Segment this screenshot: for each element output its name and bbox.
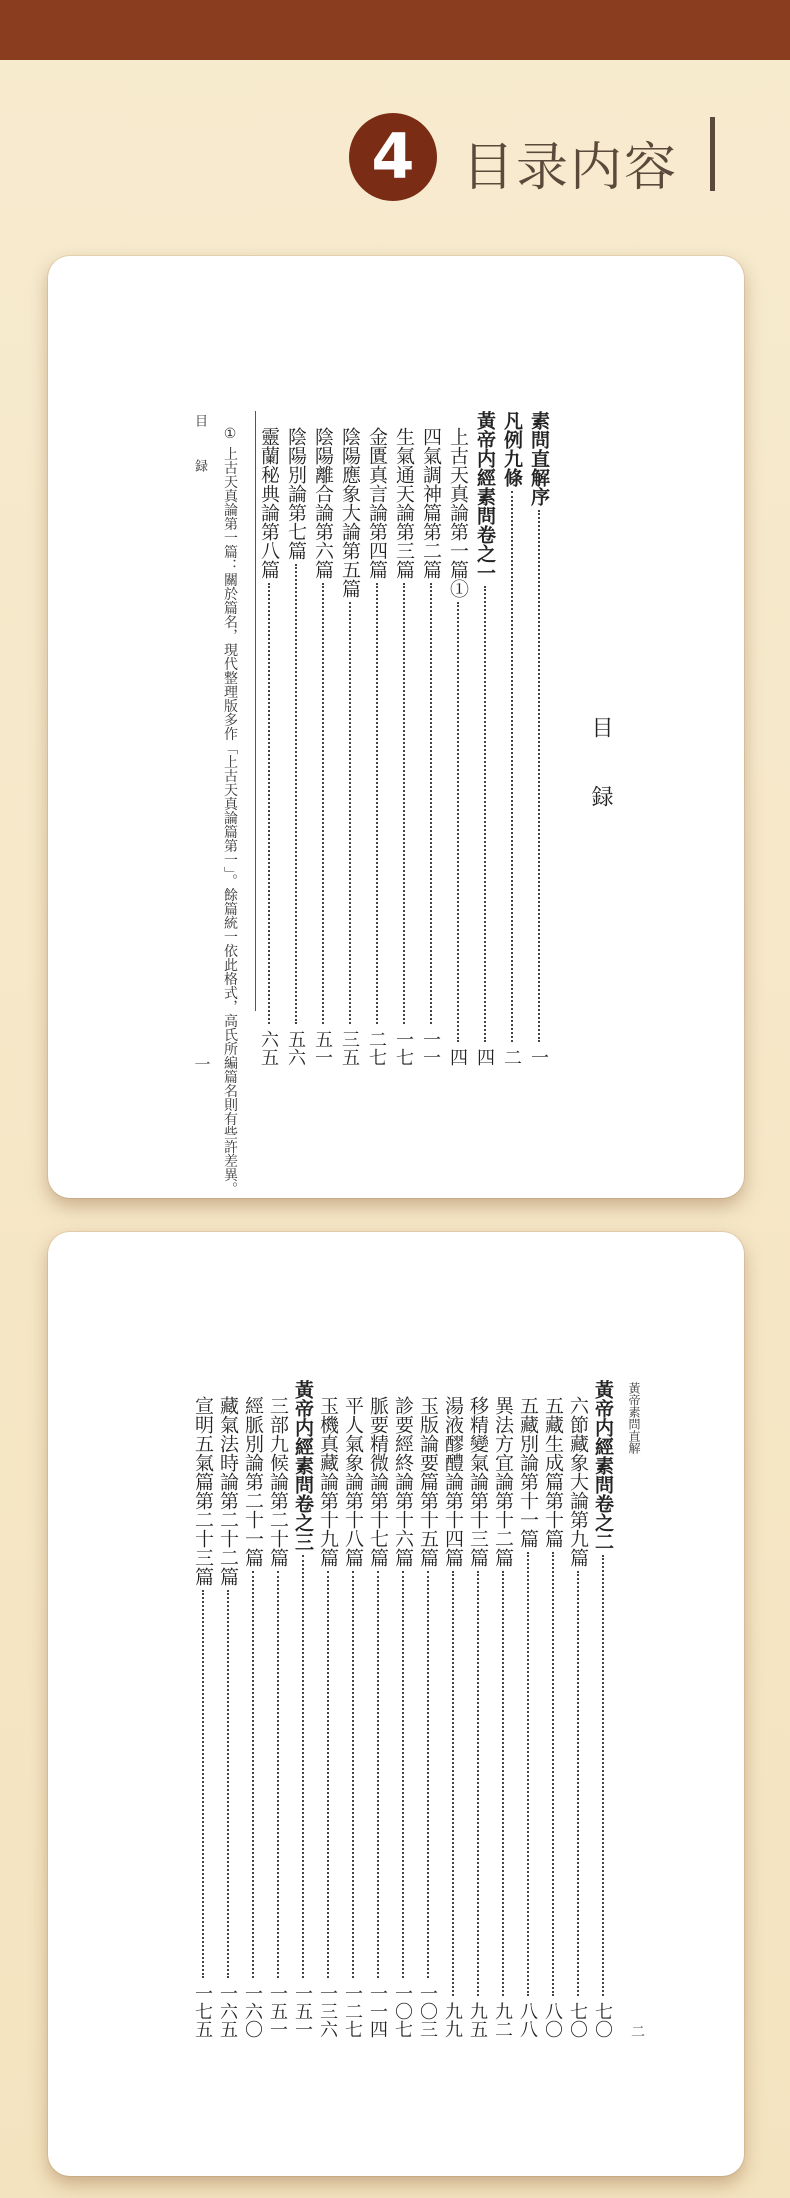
toc-entry-label: 黃帝内經素問卷之一	[474, 411, 496, 582]
toc-entry-label: 素問直解序	[528, 411, 550, 506]
toc-leader-dots	[484, 586, 486, 1042]
toc-entry-label: 移精變氣論第十三篇	[467, 1396, 489, 1567]
toc-leader-dots	[252, 1571, 254, 1978]
toc-entry-page: 三五	[339, 1030, 360, 1066]
toc-entry-label: 四氣調神篇第二篇	[420, 427, 442, 579]
toc-leader-dots	[227, 1590, 229, 1978]
toc-leader-dots	[295, 564, 297, 1024]
page-number: 一	[192, 1056, 211, 1072]
toc-leader-dots	[268, 583, 270, 1024]
toc-entry-page: 一〇七	[392, 1984, 413, 2038]
toc-entry-label: 靈蘭秘典論第八篇	[258, 427, 280, 579]
toc-entry-label: 陰陽應象大論第五篇	[339, 427, 361, 598]
toc-leader-dots	[402, 1571, 404, 1978]
toc-leader-dots	[202, 1590, 204, 1978]
toc-entry-page: 一三六	[317, 1984, 338, 2038]
page-title: 目 録	[588, 716, 613, 827]
toc-entry-page: 八〇	[542, 2002, 563, 2038]
toc-leader-dots	[277, 1571, 279, 1978]
toc-entry-page: 六五	[258, 1030, 279, 1066]
section-header	[0, 110, 790, 200]
toc-leader-dots	[377, 1571, 379, 1978]
book-page-2	[48, 1232, 744, 2176]
toc-entry-label: 經脈別論第二十一篇	[242, 1396, 264, 1567]
toc-leader-dots	[430, 583, 432, 1024]
top-banner	[0, 0, 790, 60]
toc-entry-label: 玉版論要篇第十五篇	[417, 1396, 439, 1567]
toc-entry-label: 脈要精微論第十七篇	[367, 1396, 389, 1567]
toc-leader-dots	[302, 1555, 304, 1978]
toc-entry-label: 五藏生成篇第十篇	[542, 1396, 564, 1548]
toc-entry-label: 藏氣法時論第二十二篇	[217, 1396, 239, 1586]
toc-entry-page: 一七	[393, 1030, 414, 1066]
toc-entry-page: 七〇	[592, 2002, 613, 2038]
toc-entry-page: 五一	[312, 1030, 333, 1066]
toc-entry-page: 一	[528, 1048, 549, 1066]
toc-entry-page: 九九	[442, 2002, 463, 2038]
toc-leader-dots	[322, 583, 324, 1024]
toc-entry-page: 一〇三	[417, 1984, 438, 2038]
toc-leader-dots	[427, 1571, 429, 1978]
section-title: 目录内容	[462, 138, 679, 198]
toc-entry-page: 一五一	[267, 1984, 288, 2038]
toc-entry-label: 五藏別論第十一篇	[517, 1396, 539, 1548]
toc-entry-label: 生氣通天論第三篇	[393, 427, 415, 579]
toc-leader-dots	[352, 1571, 354, 1978]
toc-leader-dots	[327, 1571, 329, 1978]
toc-entry-page: 九五	[467, 2002, 488, 2038]
toc-entry-label: 六節藏象大論第九篇	[567, 1396, 589, 1567]
toc-entry-label: 陰陽別論第七篇	[285, 427, 307, 560]
toc-entry-page: 四	[474, 1048, 495, 1066]
toc-entry-page: 四	[447, 1048, 468, 1066]
toc-entry-page: 五六	[285, 1030, 306, 1066]
toc-entry-page: 二七	[366, 1030, 387, 1066]
toc-entry-page: 一一	[420, 1030, 441, 1066]
toc-entry-label: 黃帝内經素問卷之三	[292, 1380, 314, 1551]
toc-entry-label: 湯液醪醴論第十四篇	[442, 1396, 464, 1567]
footnote: ① 上古天真論第一篇：關於篇名，現代整理版多作「上古天真論篇第一」。餘篇統一依此格式，高氏所編篇名則有些許差異。	[222, 426, 238, 1196]
toc-leader-dots	[502, 1571, 504, 1996]
page-number: 二	[629, 2024, 645, 2038]
toc-entry-label: 異法方宜論第十二篇	[492, 1396, 514, 1567]
toc-entry-page: 一六〇	[242, 1984, 263, 2038]
toc-entry-page: 一七五	[192, 1984, 213, 2038]
toc-entry-label: 黃帝内經素問卷之二	[592, 1380, 614, 1551]
toc-leader-dots	[552, 1552, 554, 1996]
book-page-1	[48, 256, 744, 1198]
toc-leader-dots	[527, 1552, 529, 1996]
toc-entry-label: 陰陽離合論第六篇	[312, 427, 334, 579]
toc-leader-dots	[538, 510, 540, 1042]
toc-leader-dots	[403, 583, 405, 1024]
toc-entry-page: 一六五	[217, 1984, 238, 2038]
toc-leader-dots	[349, 602, 351, 1024]
toc-entry-label: 上古天真論第一篇①	[447, 427, 469, 598]
title-divider	[710, 117, 715, 191]
toc-entry-label: 診要經終論第十六篇	[392, 1396, 414, 1567]
side-label: 黃帝素問直解	[627, 1382, 641, 1454]
toc-entry-page: 九二	[492, 2002, 513, 2038]
toc-entry-label: 三部九候論第二十篇	[267, 1396, 289, 1567]
toc-entry-page: 一一四	[367, 1984, 388, 2038]
toc-entry-page: 二	[501, 1048, 522, 1066]
toc-leader-dots	[452, 1571, 454, 1996]
toc-entry-label: 玉機真藏論第十九篇	[317, 1396, 339, 1567]
section-number-badge: 4	[349, 113, 437, 201]
toc-entry-label: 凡例九條	[501, 411, 523, 487]
toc-entry-page: 一五一	[292, 1984, 313, 2038]
toc-leader-dots	[511, 491, 513, 1042]
toc-entry-label: 平人氣象論第十八篇	[342, 1396, 364, 1567]
toc-leader-dots	[457, 602, 459, 1042]
toc-leader-dots	[376, 583, 378, 1024]
toc-entry-label: 金匱真言論第四篇	[366, 427, 388, 579]
toc-leader-dots	[477, 1571, 479, 1996]
toc-entry-label: 宣明五氣篇第二十三篇	[192, 1396, 214, 1586]
toc-leader-dots	[602, 1555, 604, 1996]
footnote-rule	[255, 411, 256, 1011]
toc-entry-page: 八八	[517, 2002, 538, 2038]
toc-leader-dots	[577, 1571, 579, 1996]
toc-entry-page: 一二七	[342, 1984, 363, 2038]
side-label: 目 録	[192, 414, 207, 487]
toc-entry-page: 七〇	[567, 2002, 588, 2038]
